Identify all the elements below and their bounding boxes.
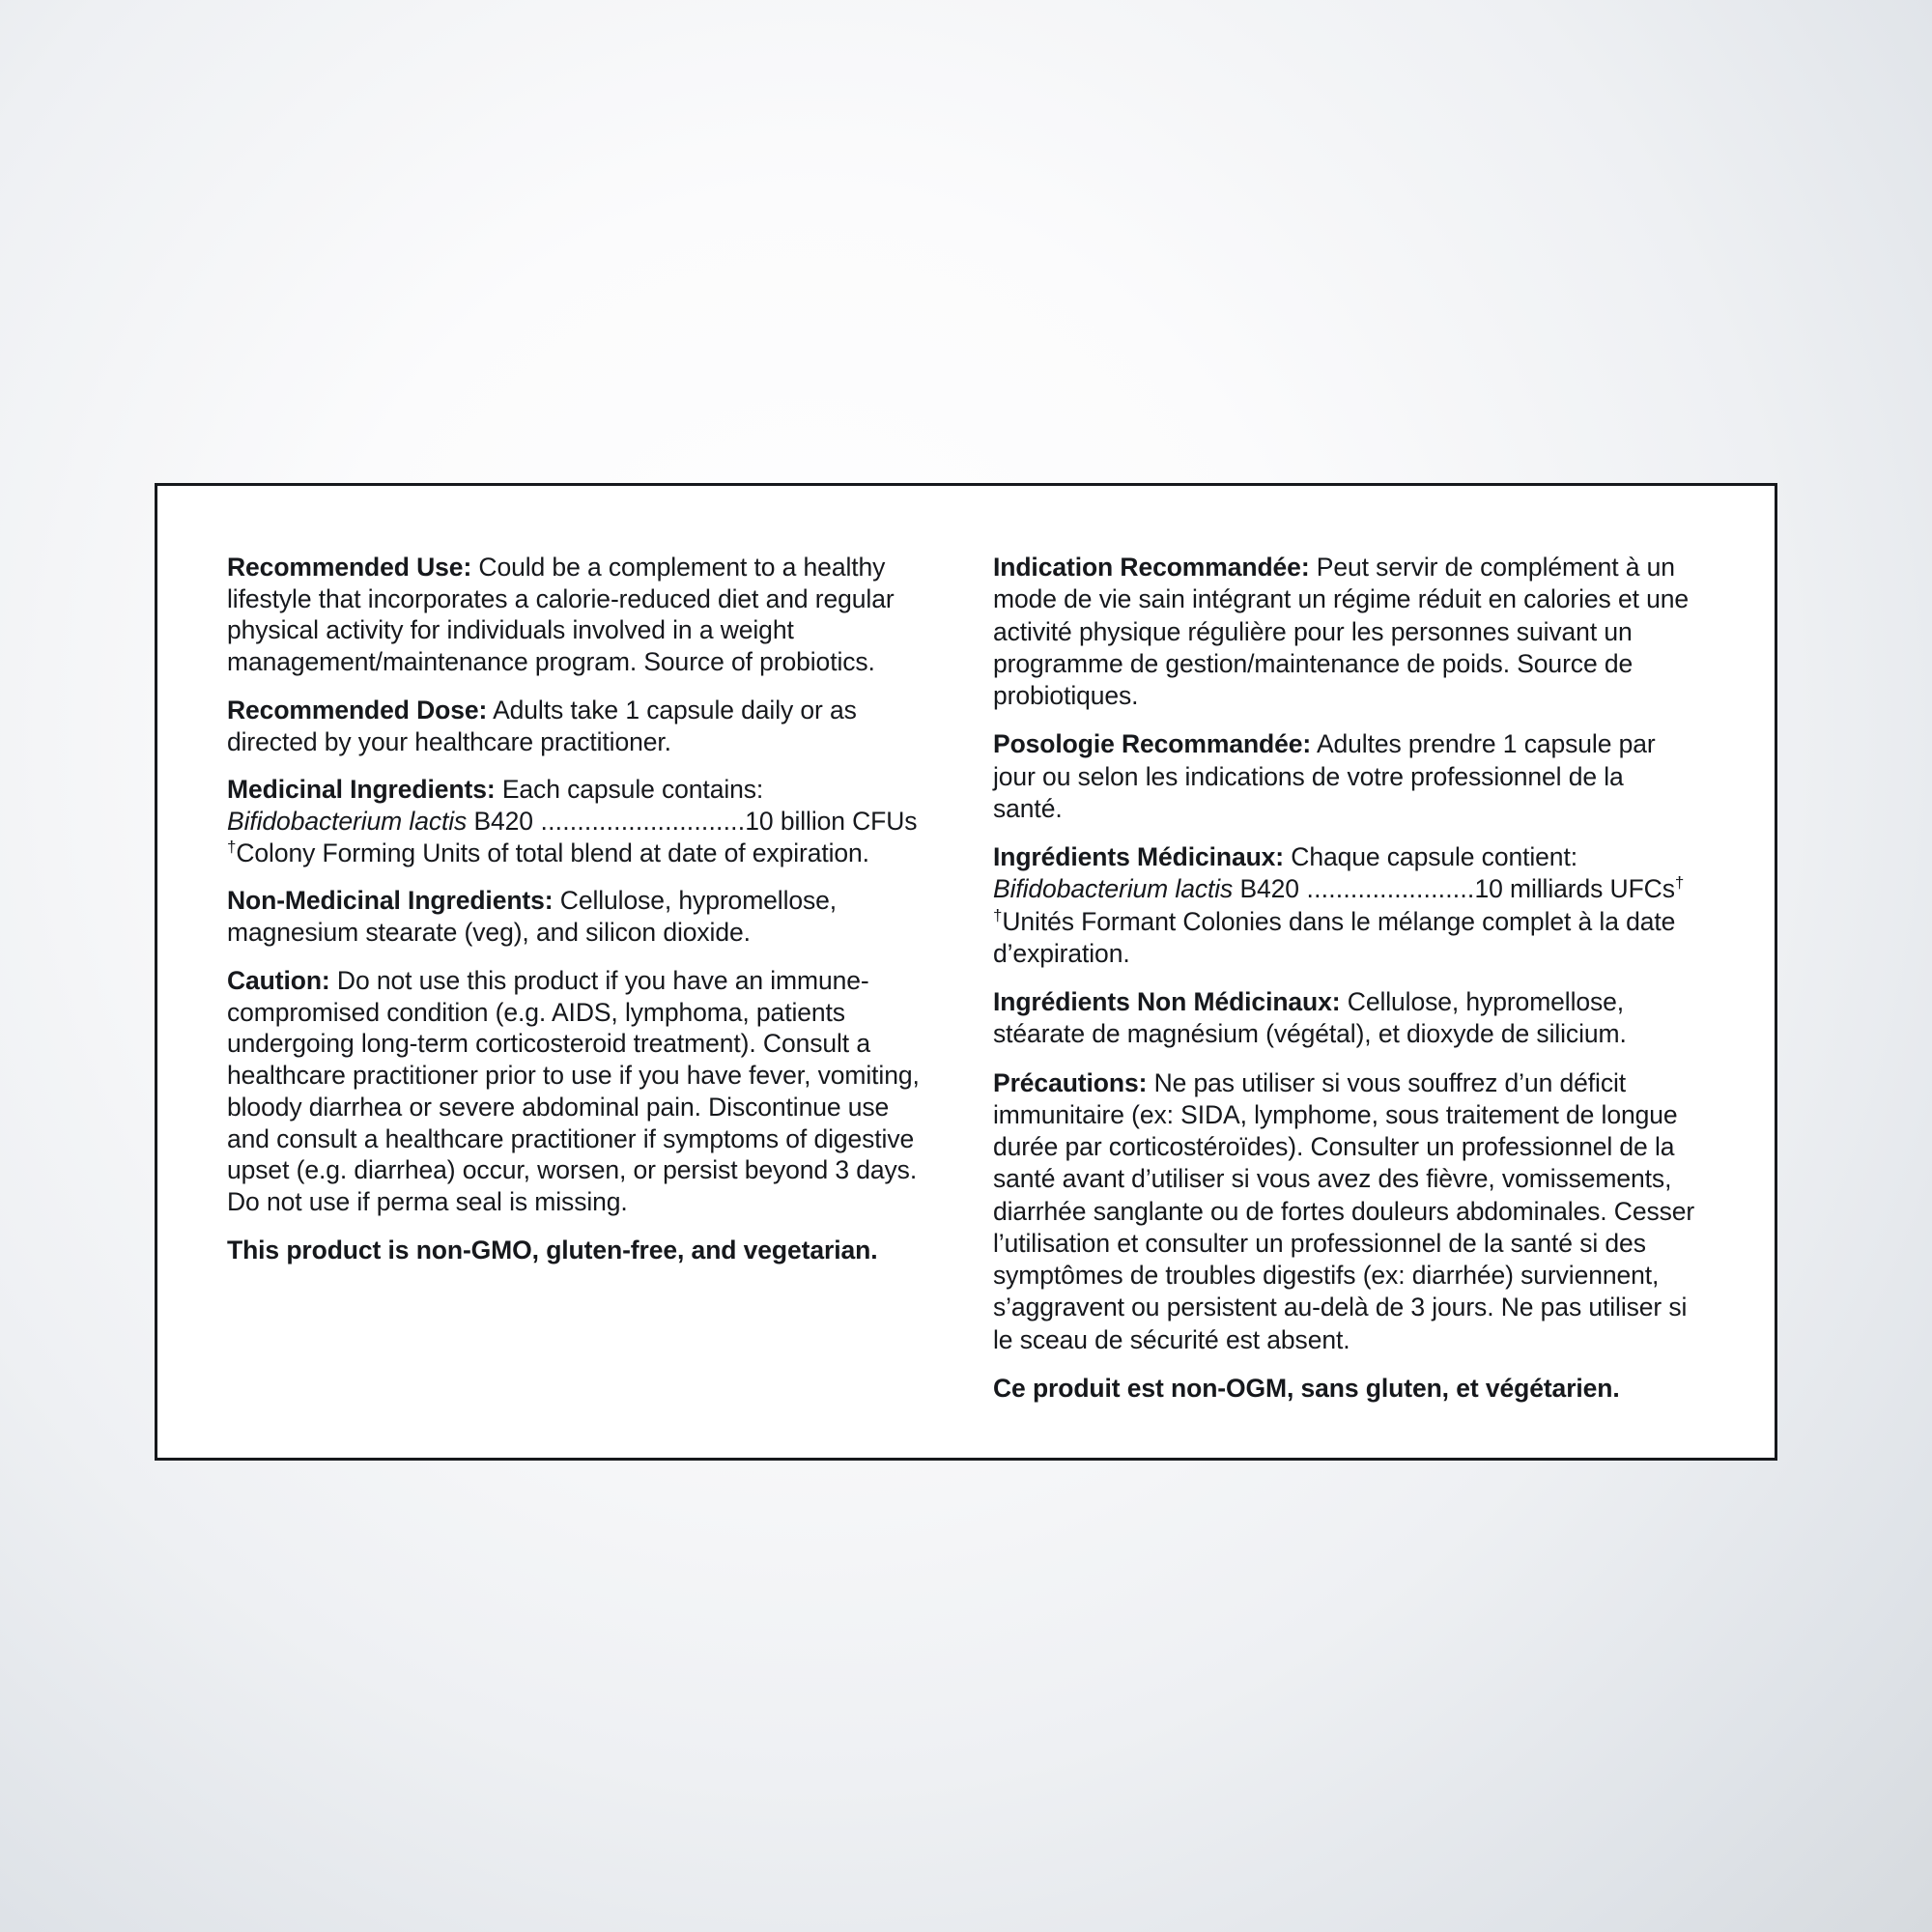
medicinal-strain-fr: B420: [1233, 874, 1299, 904]
caution-paragraph-en: [227, 965, 922, 1218]
caution-heading-fr: Précautions:: [993, 1067, 1148, 1097]
medicinal-ingredients-heading-en: Medicinal Ingredients:: [227, 775, 496, 805]
recommended-dose-paragraph-en: [227, 695, 922, 757]
recommended-use-paragraph-en: [227, 552, 922, 678]
non-medicinal-heading-en: Non-Medicinal Ingredients:: [227, 886, 554, 916]
non-medicinal-body-fr: Cellulose, hypromellose, stéarate de magnésium (végétal), et dioxyde de silicium.: [993, 987, 1627, 1049]
medicinal-dot-leader-en: ............................: [532, 807, 746, 837]
medicinal-footnote-fr: Unités Formant Colonies dans le mélange complet à la date d’expiration.: [993, 906, 1676, 968]
french-column: [947, 552, 1695, 1421]
product-claim-en: This product is non-GMO, gluten-free, and vegetarian.: [227, 1235, 878, 1264]
medicinal-amount-fr: 10 milliards UFCs: [1474, 874, 1675, 904]
recommended-dose-body-en: Adults take 1 capsule daily or as directed by your healthcare practitioner.: [227, 695, 857, 756]
medicinal-footnote-marker-fr: †: [993, 905, 1003, 924]
medicinal-ingredients-heading-fr: Ingrédients Médicinaux:: [993, 842, 1285, 871]
non-medicinal-body-en: Cellulose, hypromellose, magnesium stearate (veg), and silicon dioxide.: [227, 886, 838, 948]
medicinal-footnote-marker-en: †: [227, 837, 237, 856]
recommended-dose-heading-fr: Posologie Recommandée:: [993, 729, 1312, 759]
medicinal-organism-en: Bifidobacterium lactis: [227, 807, 468, 837]
supplement-facts-panel: [155, 483, 1777, 1461]
recommended-use-body-fr: Peut servir de complément à un mode de vie sain intégrant un régime réduit en calories et une activité physique régulière pour les personnes suivant un programme de gestion/maintenance de poids. Source de probiotiques.: [993, 553, 1690, 710]
caution-heading-en: Caution:: [227, 965, 330, 995]
recommended-use-heading-en: Recommended Use:: [227, 553, 472, 582]
recommended-dose-body-fr: Adultes prendre 1 capsule par jour ou selon les indications de votre professionnel de la santé.: [993, 729, 1656, 823]
recommended-use-heading-fr: Indication Recommandée:: [993, 553, 1310, 582]
medicinal-amount-footnote-marker-fr: †: [1674, 873, 1685, 893]
non-medicinal-heading-fr: Ingrédients Non Médicinaux:: [993, 987, 1341, 1016]
english-column: [227, 552, 947, 1282]
medicinal-ingredients-body-en: Each capsule contains:: [495, 775, 764, 805]
recommended-use-paragraph-fr: [993, 552, 1695, 712]
non-medicinal-paragraph-fr: [993, 986, 1695, 1051]
medicinal-ingredients-paragraph-fr: [993, 841, 1695, 970]
non-medicinal-paragraph-en: [227, 885, 922, 948]
caution-body-fr: Ne pas utiliser si vous souffrez d’un déficit immunitaire (ex: SIDA, lymphome, sous traitement de longue durée par corticostéroïdes). Consulter un professionnel de la santé avant d’utiliser si vous avez des fièvre, vomissements, diarrhée sanglante ou de fortes douleurs abdominales. Cesser l’utilisation et consulter un professionnel de la santé si des symptômes de troubles digestifs (ex: diarrhée) surviennent, s’aggravent ou persistent au-delà de 3 jours. Ne pas utiliser si le sceau de sécurité est absent.: [993, 1067, 1695, 1354]
medicinal-ingredients-body-fr: Chaque capsule contient:: [1284, 842, 1577, 871]
medicinal-ingredients-paragraph-en: [227, 774, 922, 868]
medicinal-organism-fr: Bifidobacterium lactis: [993, 874, 1234, 904]
medicinal-dot-leader-fr: .......................: [1298, 874, 1475, 904]
bilingual-columns: [157, 486, 1775, 1458]
recommended-use-body-en: Could be a complement to a healthy lifestyle that incorporates a calorie-reduced diet and regular physical activity for individuals involved in a weight management/maintenance program. Source of probiotics.: [227, 553, 895, 677]
medicinal-strain-en: B420: [467, 807, 533, 837]
recommended-dose-paragraph-fr: [993, 728, 1695, 825]
caution-body-en: Do not use this product if you have an immune-compromised condition (e.g. AIDS, lymphoma, patients undergoing long-term corticosteroid treatment). Consult a healthcare practitioner prior to use if you have fever, vomiting, bloody diarrhea or severe abdominal pain. Discontinue use and consult a healthcare practitioner if symptoms of digestive upset (e.g. diarrhea) occur, worsen, or persist beyond 3 days. Do not use if perma seal is missing.: [227, 965, 920, 1216]
medicinal-amount-en: 10 billion CFUs: [745, 807, 918, 837]
medicinal-footnote-en: Colony Forming Units of total blend at date of expiration.: [236, 838, 869, 867]
product-claim-fr: Ce produit est non-OGM, sans gluten, et végétarien.: [993, 1373, 1620, 1403]
recommended-dose-heading-en: Recommended Dose:: [227, 695, 488, 724]
caution-paragraph-fr: [993, 1067, 1695, 1356]
